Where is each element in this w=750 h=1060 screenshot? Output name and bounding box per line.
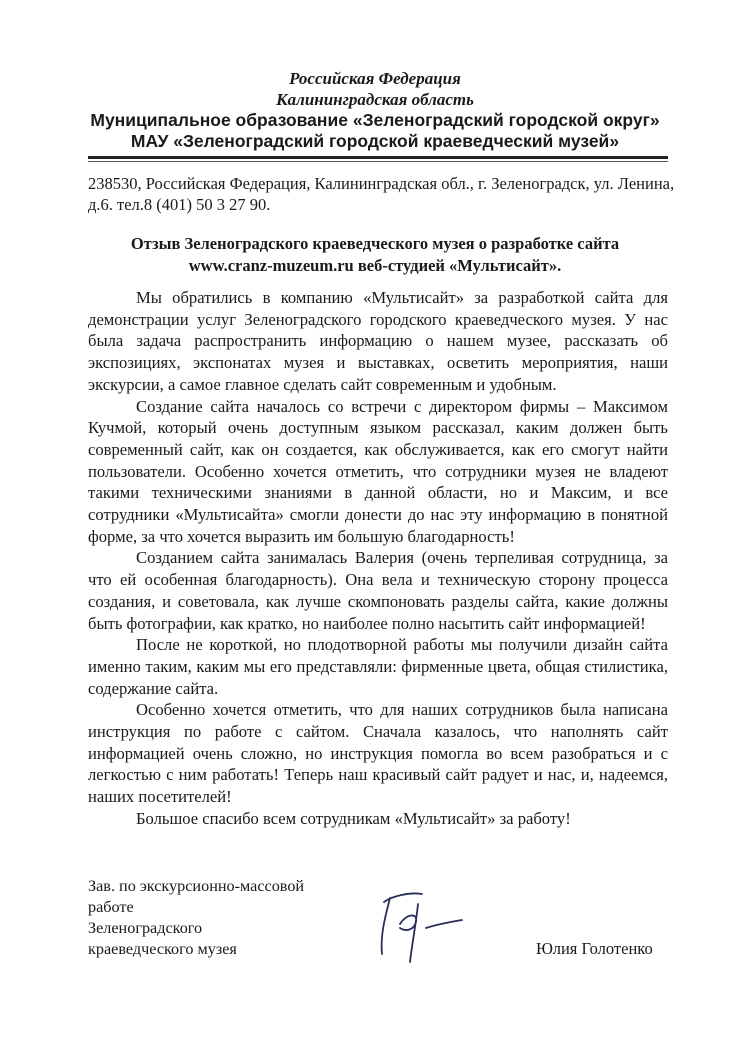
signer-position	[88, 876, 368, 960]
letter-body	[88, 287, 668, 830]
document-subtitle: www.cranz-muzeum.ru веб-студией «Мультисайт».	[188, 256, 562, 275]
header-divider-thick	[88, 156, 668, 159]
signer-position-line: краеведческого музея	[88, 940, 237, 958]
paragraph: Созданием сайта занималась Валерия (очень терпеливая сотрудница, за что ей особенная благодарность). Она вела и техническую сторону процесса создания, и советовала, как лучше скомпоновать разделы сайта, какие должны быть фотографии, как кратко, но наиболее полно насытить сайт информацией!	[88, 548, 668, 633]
paragraph: Создание сайта началось со встречи с директором фирмы – Максимом Кучмой, который очень доступным языком рассказал, каким должен быть современный сайт, как он создается, как обслуживается, как его смогут найти пользователи. Особенно хочется отметить, что сотрудники музея не владеют такими техническими знаниями в данной области, но и Максим, и все сотрудники «Мультисайта» смогли донести до нас эту информацию в понятной форме, за что хочется выразить им большую благодарность!	[88, 396, 668, 546]
header-divider-thin	[88, 161, 668, 162]
document-title: Отзыв Зеленоградского краеведческого музея о разработке сайта	[130, 234, 620, 253]
address: 238530, Российская Федерация, Калининградская обл., г. Зеленоградск, ул. Ленина, д.6. тел.8 (401) 50 3 27 90.	[88, 174, 675, 214]
signer-position-line: работе	[88, 898, 134, 916]
signer-position-line: Зав. по экскурсионно-массовой	[88, 877, 305, 895]
paragraph: После не короткой, но плодотворной работы мы получили дизайн сайта именно таким, каким мы его представляли: фирменные цвета, общая стилистика, содержание сайта.	[88, 635, 668, 698]
paragraph: Мы обратились в компанию «Мультисайт» за разработкой сайта для демонстрации услуг Зеленоградского городского краеведческого музея. У нас была задача распространить информацию о нашем музее, рассказать об экспозициях, экспонатах музея и выставках, осветить мероприятия, наши экскурсии, а самое главное сделать сайт современным и удобным.	[88, 288, 668, 394]
paragraph: Особенно хочется отметить, что для наших сотрудников была написана инструкция по работе с сайтом. Сначала казалось, что наполнять сайт информацией очень сложно, но инструкция помогла во всем разобраться и с легкостью с ним работать! Теперь наш красивый сайт радует и нас, и, надеемся, наших посетителей!	[88, 700, 668, 807]
header-municipality: Муниципальное образование «Зеленоградский городской округ»	[90, 110, 660, 130]
header-organization: МАУ «Зеленоградский городской краеведческий музей»	[130, 131, 620, 151]
header-country: Российская Федерация	[289, 69, 461, 88]
signer-position-line: Зеленоградского	[88, 919, 203, 937]
signer-name: Юлия Голотенко	[536, 939, 653, 958]
paragraph: Большое спасибо всем сотрудникам «Мультисайт» за работу!	[136, 808, 571, 828]
handwritten-signature	[370, 884, 465, 964]
header-region: Калининградская область	[276, 90, 474, 109]
